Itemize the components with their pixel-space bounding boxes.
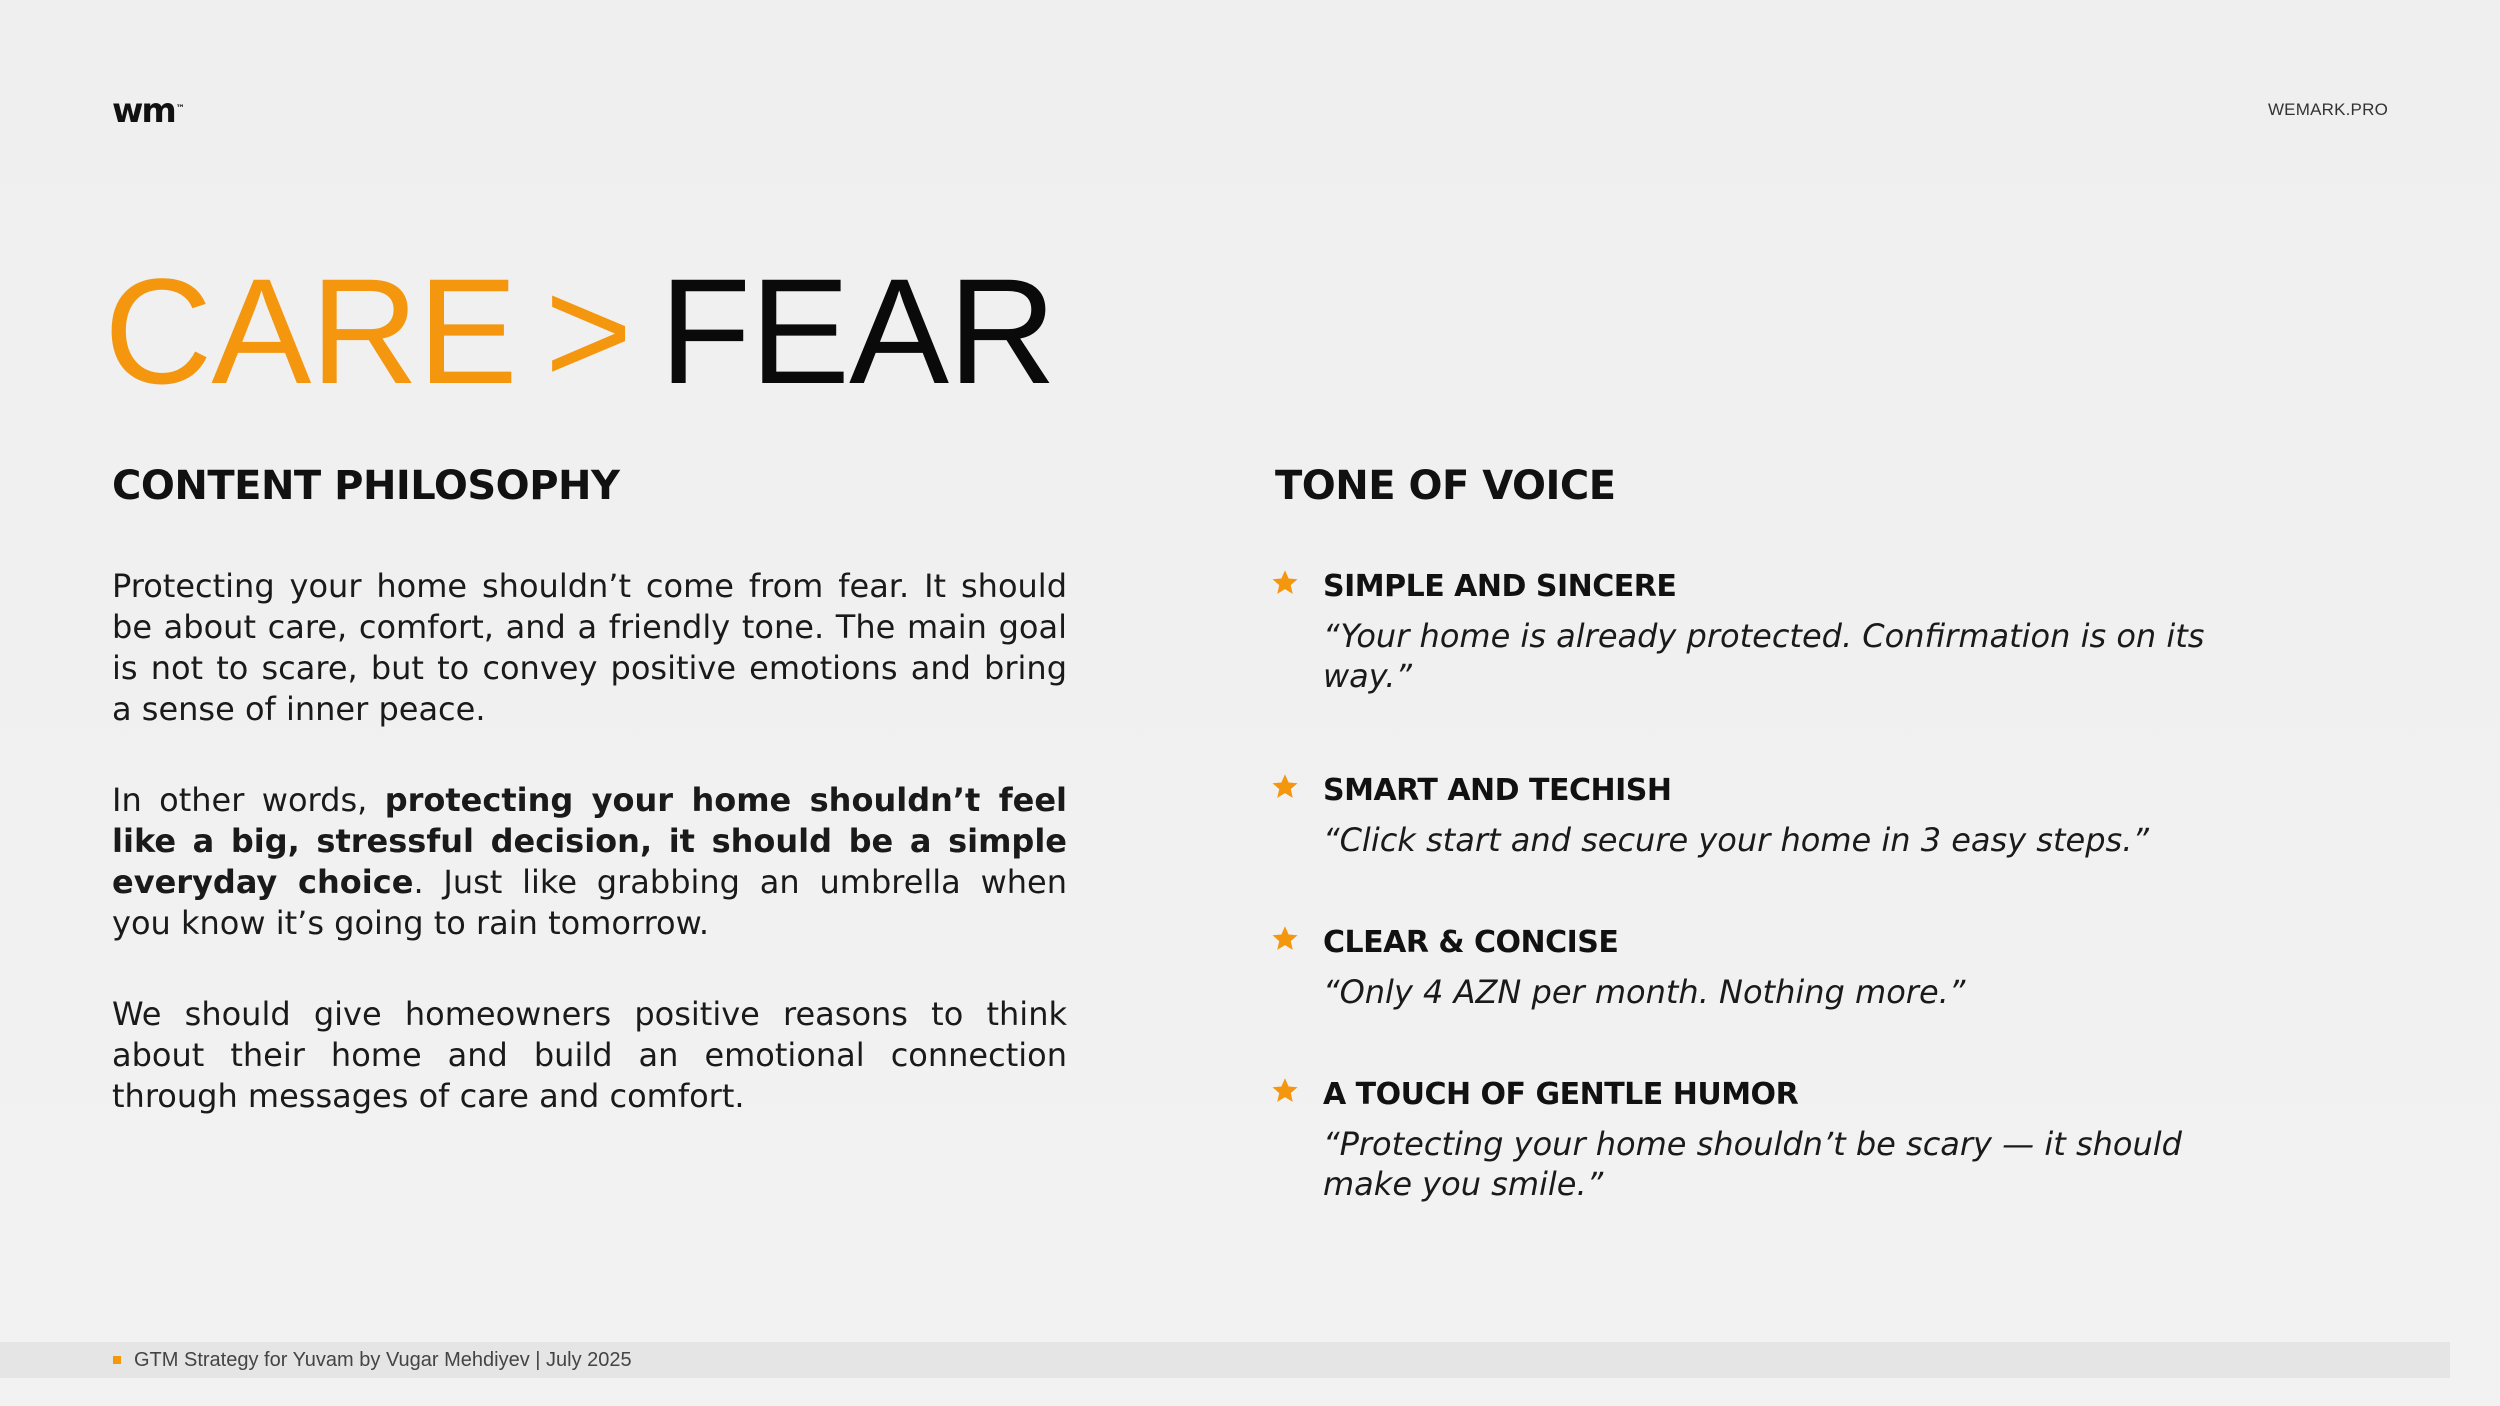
tone-of-voice-heading: TONE OF VOICE [1275, 463, 1616, 509]
star-icon [1270, 924, 1300, 954]
paragraph-2-intro: In other words, [112, 781, 385, 819]
logo-text: wm [112, 91, 175, 131]
tone-item-quote: “Only 4 AZN per month. Nothing more.” [1323, 973, 1966, 1011]
content-philosophy-heading: CONTENT PHILOSOPHY [112, 463, 620, 509]
tone-item-quote: “Click start and secure your home in 3 easy steps.” [1323, 821, 2149, 859]
title-fear: FEAR [659, 247, 1056, 415]
tone-item-label: CLEAR & CONCISE [1323, 925, 1619, 960]
tone-item-label: SIMPLE AND SINCERE [1323, 569, 1677, 604]
tone-item [1270, 564, 2270, 696]
footer-square-icon [113, 1356, 121, 1364]
trademark-mark: ™ [175, 104, 185, 114]
tone-item-quote: “Your home is already protected. Confirmation is on its way.” [1323, 617, 2205, 695]
tone-item-quote: “Protecting your home shouldn’t be scary — it should make you smile.” [1323, 1125, 2182, 1203]
philosophy-paragraph-3: We should give homeowners positive reasons to think about their home and build an emotional connection through messages of care and comfort. [112, 995, 1067, 1115]
star-icon [1270, 1076, 1300, 1106]
tone-item [1270, 768, 2270, 860]
paragraph-2-outro: . Just like grabbing an umbrella when you know it’s going to rain tomorrow. [112, 863, 1068, 942]
wemark-logo [112, 91, 185, 131]
tone-item-label: A TOUCH OF GENTLE HUMOR [1323, 1077, 1799, 1112]
philosophy-paragraph-1: Protecting your home shouldn’t come from fear. It should be about care, comfort, and a friendly tone. The main goal is not to scare, but to convey positive emotions and bring a sense of inner peace. [112, 567, 1067, 728]
content-philosophy-body [112, 566, 1067, 1167]
philosophy-paragraph-2 [112, 780, 1067, 944]
paragraph-2-emphasis: protecting your home shouldn’t feel like a big, stressful decision, it should be a simple everyday choice [112, 781, 1067, 901]
footer-bar [0, 1342, 2450, 1378]
title-care: CARE [104, 247, 517, 415]
site-url: WEMARK.PRO [2267, 100, 2388, 119]
footer-text: GTM Strategy for Yuvam by Vugar Mehdiyev | July 2025 [134, 1349, 632, 1371]
title-separator: > [544, 247, 632, 415]
star-icon [1270, 772, 1300, 802]
page-title [104, 246, 1055, 416]
tone-item [1270, 920, 2270, 1012]
star-icon [1270, 568, 1300, 598]
tone-item-label: SMART AND TECHISH [1323, 773, 1672, 808]
tone-of-voice-list [1270, 564, 2270, 1204]
tone-item [1270, 1072, 2270, 1204]
